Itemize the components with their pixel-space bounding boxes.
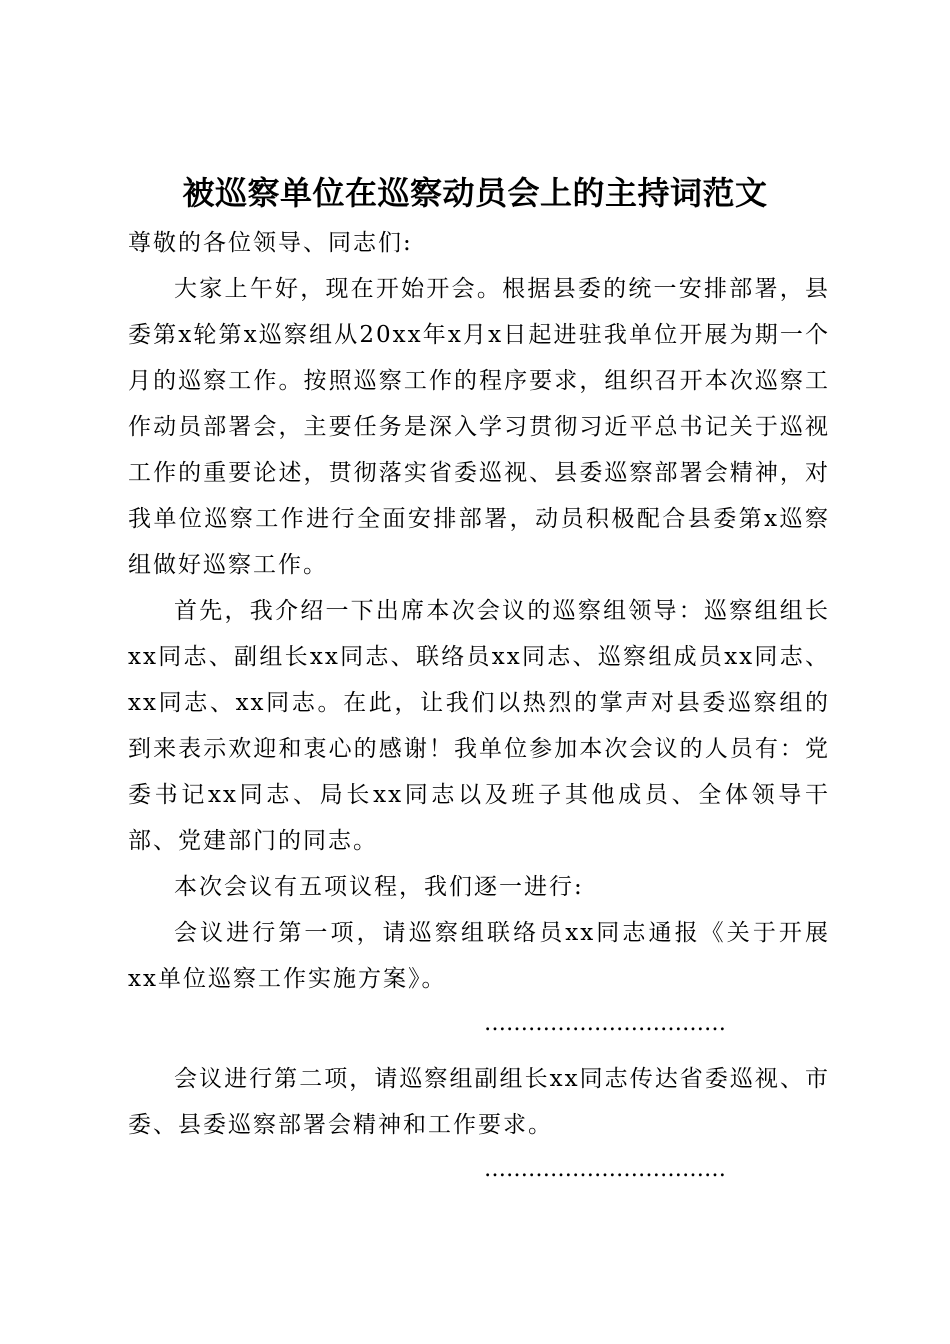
- ellipsis-divider-1: ……………………………: [484, 1011, 726, 1036]
- paragraph-item-1: 会议进行第一项，请巡察组联络员xx同志通报《关于开展xx单位巡察工作实施方案》。: [128, 920, 830, 992]
- document-title: 被巡察单位在巡察动员会上的主持词范文: [182, 174, 768, 212]
- paragraph-introduction: 首先，我介绍一下出席本次会议的巡察组领导：巡察组组长xx同志、副组长xx同志、联络员xx同志、巡察组成员xx同志、xx同志、xx同志。在此，让我们以热烈的掌声对县委巡察组的到来表示欢迎和衷心的感谢！我单位参加本次会议的人员有：党委书记xx同志、局长xx同志以及班子其他成员、全体领导干部、党建部门的同志。: [128, 598, 830, 854]
- paragraph-opening: 大家上午好，现在开始开会。根据县委的统一安排部署，县委第x轮第x巡察组从20xx年x月x日起进驻我单位开展为期一个月的巡察工作。按照巡察工作的程序要求，组织召开本次巡察工作动员部署会，主要任务是深入学习贯彻习近平总书记关于巡视工作的重要论述，贯彻落实省委巡视、县委巡察部署会精神，对我单位巡察工作进行全面安排部署，动员积极配合县委第x巡察组做好巡察工作。: [128, 276, 830, 578]
- document-body: [128, 220, 830, 1202]
- paragraph-agenda: 本次会议有五项议程，我们逐一进行:: [174, 874, 584, 900]
- salutation: 尊敬的各位领导、同志们:: [128, 230, 413, 256]
- ellipsis-divider-2: ……………………………: [484, 1157, 726, 1182]
- paragraph-item-2: 会议进行第二项，请巡察组副组长xx同志传达省委巡视、市委、县委巡察部署会精神和工作要求。: [128, 1066, 830, 1138]
